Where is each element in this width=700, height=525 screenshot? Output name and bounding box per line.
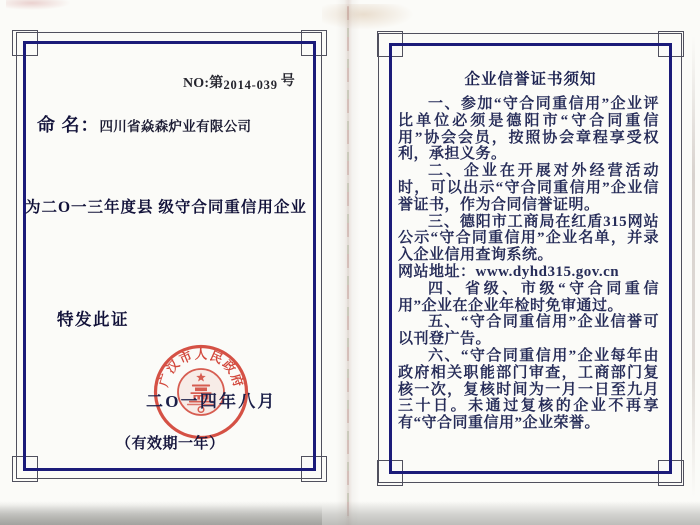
seal-character: 汉 (163, 357, 183, 377)
scan-smudge (6, 0, 70, 10)
seal-character: 市 (177, 348, 195, 367)
name-label: 命 名： (37, 115, 100, 135)
notice-paragraph: 二、企业在开展对外经营活动时，可以出示“守合同重信用”企业信誉证书，作为合同信誉证明。 (398, 163, 659, 213)
notice-body (398, 96, 659, 432)
notice-paragraph: 五、“守合同重信用”企业信誉可以刊登广告。 (398, 314, 659, 348)
issue-line: 特发此证 (57, 310, 129, 329)
notice-title: 企业信誉证书须知 (464, 71, 597, 88)
seal-character: 人 (194, 347, 208, 362)
serial-suffix: 号 (280, 74, 295, 89)
seal-character: 广 (156, 372, 174, 389)
issue-date: 二O一四年八月 (146, 392, 277, 411)
serial-prefix: NO:第 (183, 76, 224, 91)
serial-digits: 2014-039 (223, 78, 278, 92)
spine-crease (347, 6, 349, 518)
seal-character: 民 (207, 348, 225, 367)
notice-paragraph: 六、“守合同重信用”企业每年由政府相关职能部门审查，工商部门复核一次，复核时间为一月一日至九月三十日。未通过复核的企业不再享有“守合同重信用”企业荣誉。 (398, 347, 659, 432)
notice-paragraph: 四、省级、市级“守合同重信用”企业在企业年检时免审通过。 (398, 280, 659, 314)
notice-website-line: 网站地址：www.dyhd315.gov.cn (398, 263, 620, 280)
notice-paragraph: 一、参加“守合同重信用”企业评比单位必须是德阳市“守合同重信用”协会会员，按照协会章程享受权利，承担义务。 (398, 96, 659, 163)
serial-number (183, 72, 295, 92)
notice-paragraph: 三、德阳市工商局在红盾315网站公示“守合同重信用”企业名单，并录入企业信用查询系统。 (398, 213, 659, 264)
page-edge-shadow (692, 36, 695, 497)
seal-character: 府 (228, 372, 246, 389)
validity-note: （有效期一年） (116, 436, 225, 452)
seal-character: 政 (219, 357, 239, 377)
company-name-row (37, 111, 251, 137)
scan-shadow-bottom-left (0, 505, 322, 525)
award-line: 为二O一三年度县 级守合同重信用企业 (25, 199, 307, 216)
company-name: 四川省焱森炉业有限公司 (99, 119, 252, 134)
